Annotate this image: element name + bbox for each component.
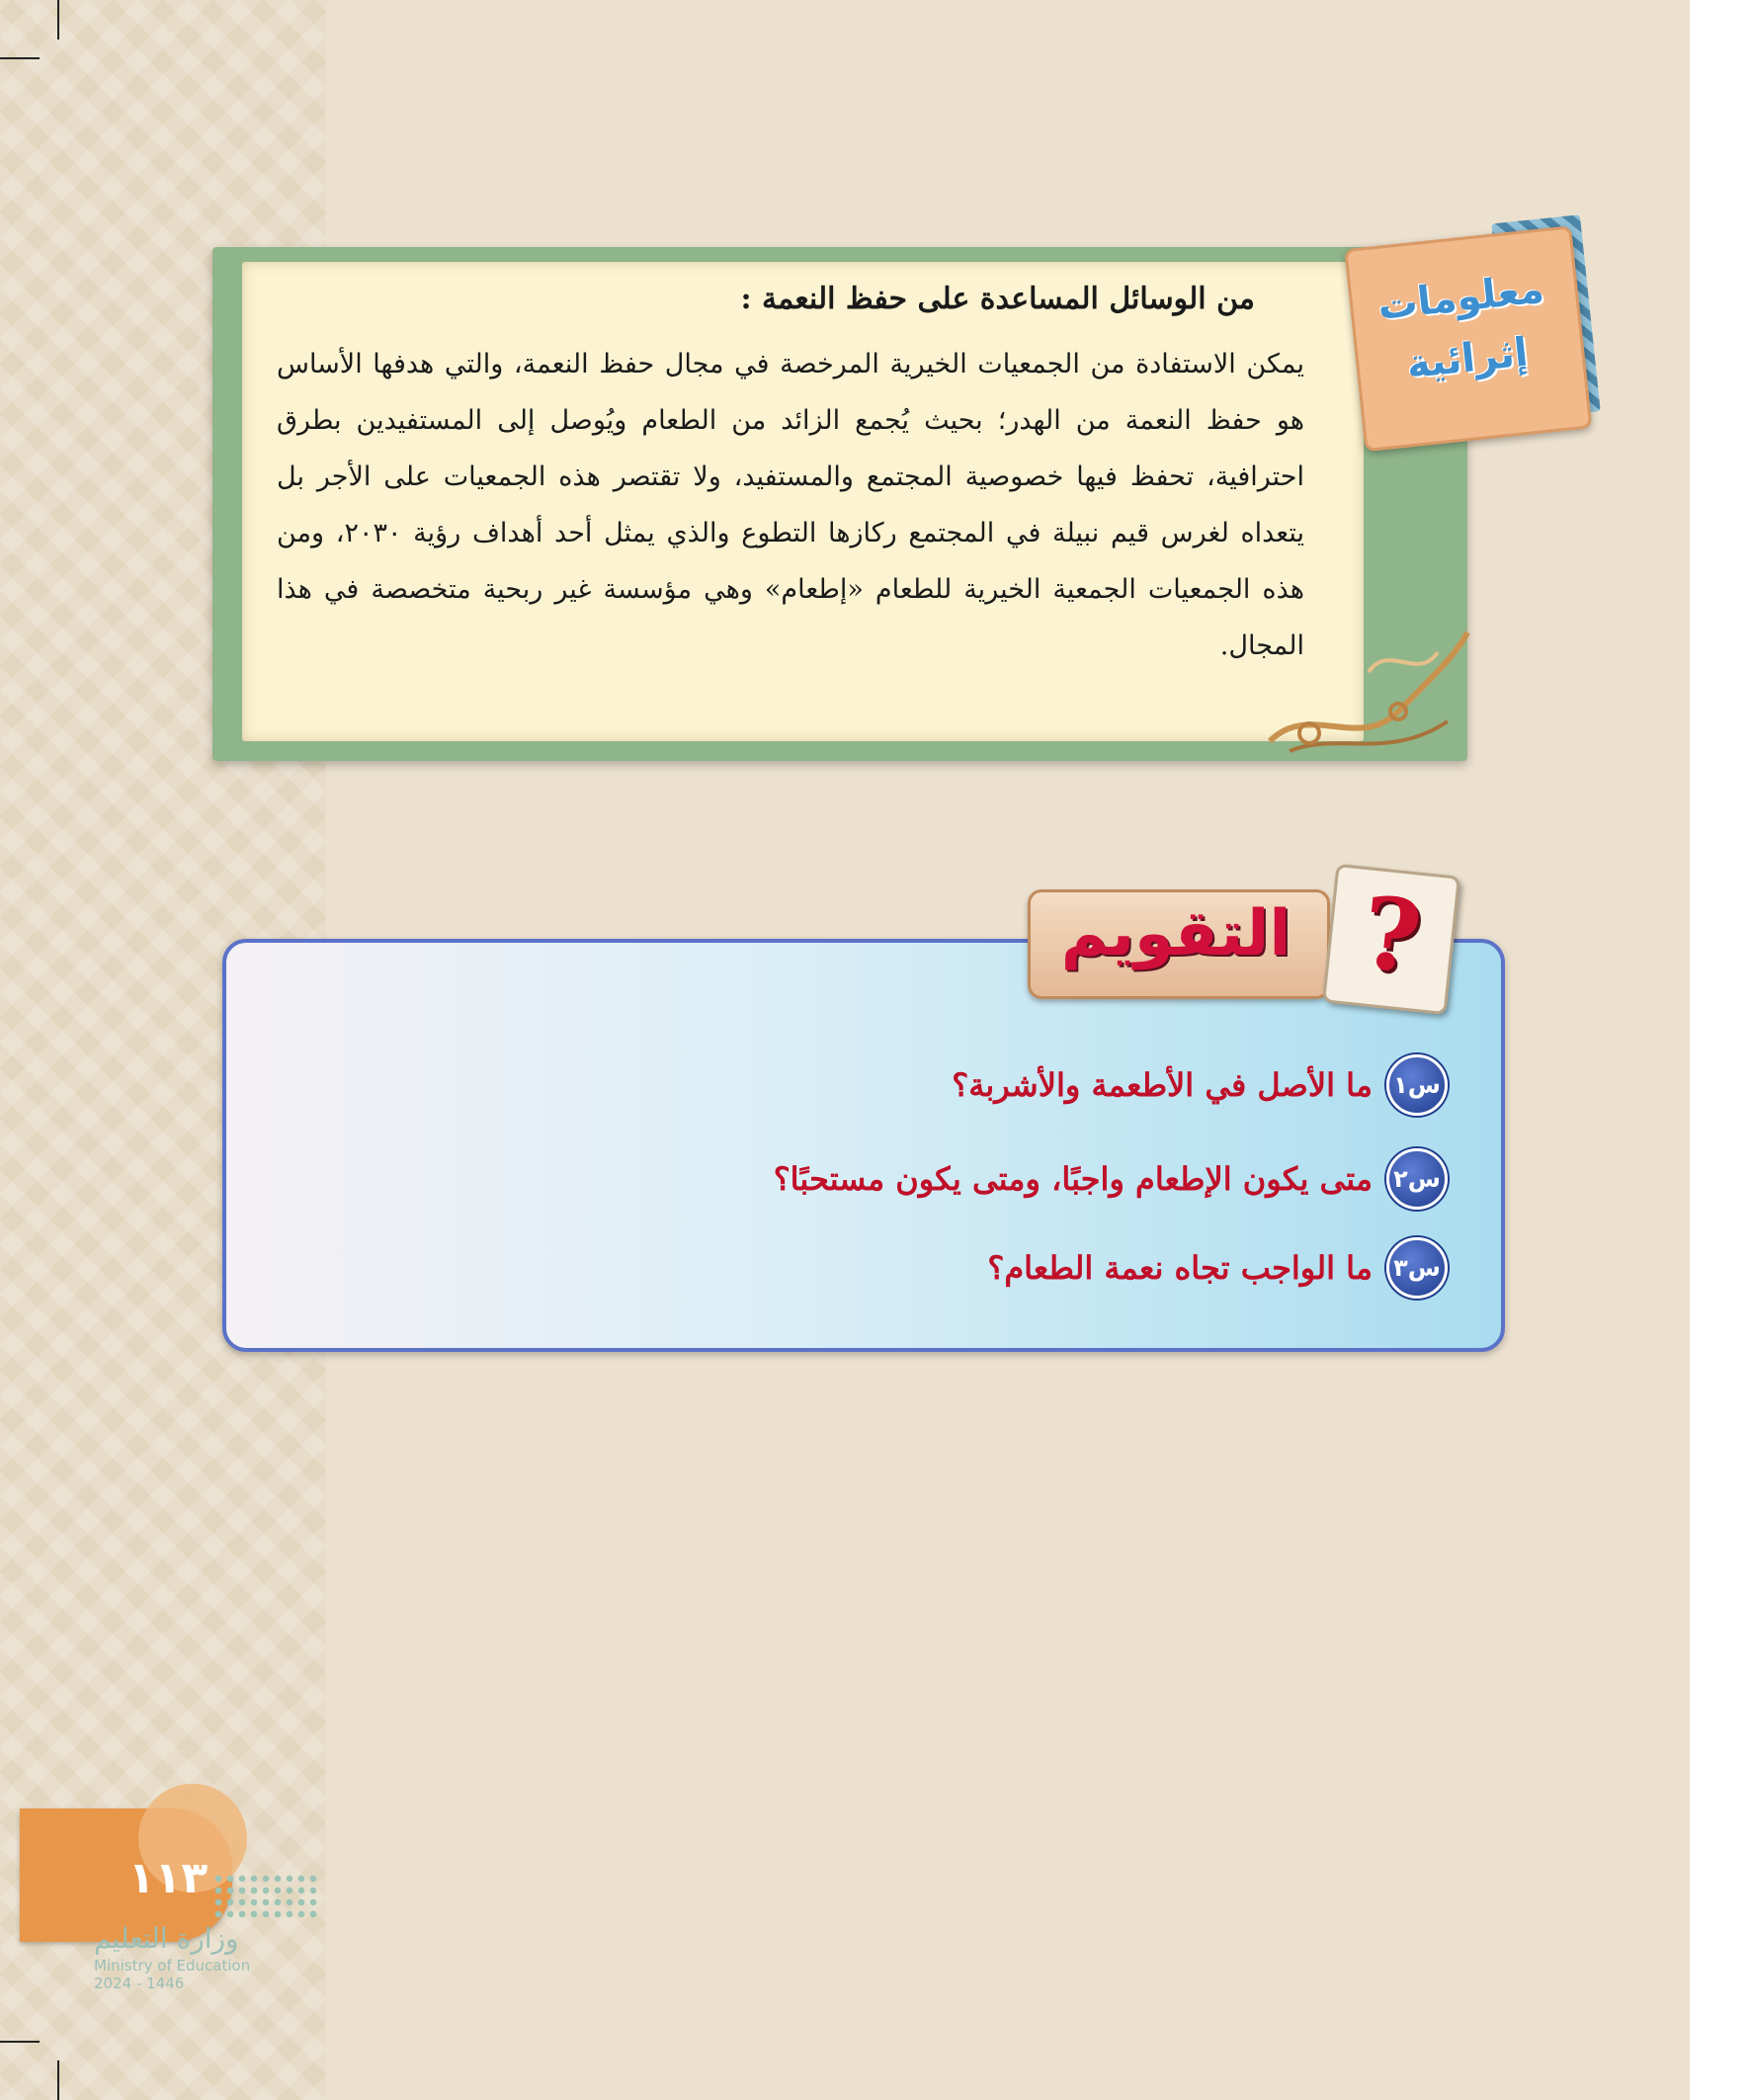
question-badge: س٢ <box>1386 1148 1448 1210</box>
evaluation-header <box>1028 870 1472 1008</box>
floral-ornament <box>1250 613 1477 761</box>
ministry-name-en: Ministry of Education <box>94 1957 251 1974</box>
question-badge: س٣ <box>1386 1237 1448 1299</box>
question-row-1 <box>952 1055 1448 1115</box>
question-text: ما الأصل في الأطعمة والأشربة؟ <box>952 1066 1373 1104</box>
question-row-2 <box>774 1149 1448 1209</box>
crop-mark <box>57 2060 59 2100</box>
enrichment-body: يمكن الاستفادة من الجمعيات الخيرية المرخصة في مجال حفظ النعمة، والتي هدفها الأساس هو حفظ النعمة من الهدر؛ بحيث يُجمع الزائد من الطعام ويُوصل إلى المستفيدين بطرق احترافية، تحفظ فيها خصوصية المجتمع والمستفيد، ولا تقتصر هذه الجمعيات على الأجر بل يتعداه لغرس قيم نبيلة في المجتمع ركازها التطوع والذي يمثل أحد أهداف رؤية ٢٠٣٠، ومن هذه الجمعيات الجمعية الخيرية للطعام «إطعام» وهي مؤسسة غير ربحية متخصصة في هذا المجال. <box>277 349 1304 661</box>
question-mark-card <box>1322 864 1460 1015</box>
crop-mark <box>0 57 40 59</box>
ministry-name-ar: وزارة التعليم <box>94 1922 239 1955</box>
question-badge: س١ <box>1386 1054 1448 1116</box>
ministry-logo-dots <box>212 1873 321 1922</box>
question-row-3 <box>987 1238 1448 1298</box>
enrichment-badge <box>1344 226 1586 446</box>
evaluation-title: التقويم <box>1060 897 1291 970</box>
question-text: ما الواجب تجاه نعمة الطعام؟ <box>987 1249 1373 1287</box>
ministry-year: 2024 - 1446 <box>94 1974 185 1992</box>
crop-mark <box>0 2041 40 2043</box>
ministry-watermark <box>94 1922 331 1992</box>
page-number: ١١٣ <box>127 1853 208 1903</box>
crop-mark <box>57 0 59 40</box>
badge-label: معلومات إثرائية <box>1375 266 1546 388</box>
question-mark-icon: ? <box>1357 874 1427 996</box>
question-text: متى يكون الإطعام واجبًا، ومتى يكون مستحبًا؟ <box>773 1160 1373 1198</box>
enrichment-heading: من الوسائل المساعدة على حفظ النعمة : <box>740 282 1255 316</box>
